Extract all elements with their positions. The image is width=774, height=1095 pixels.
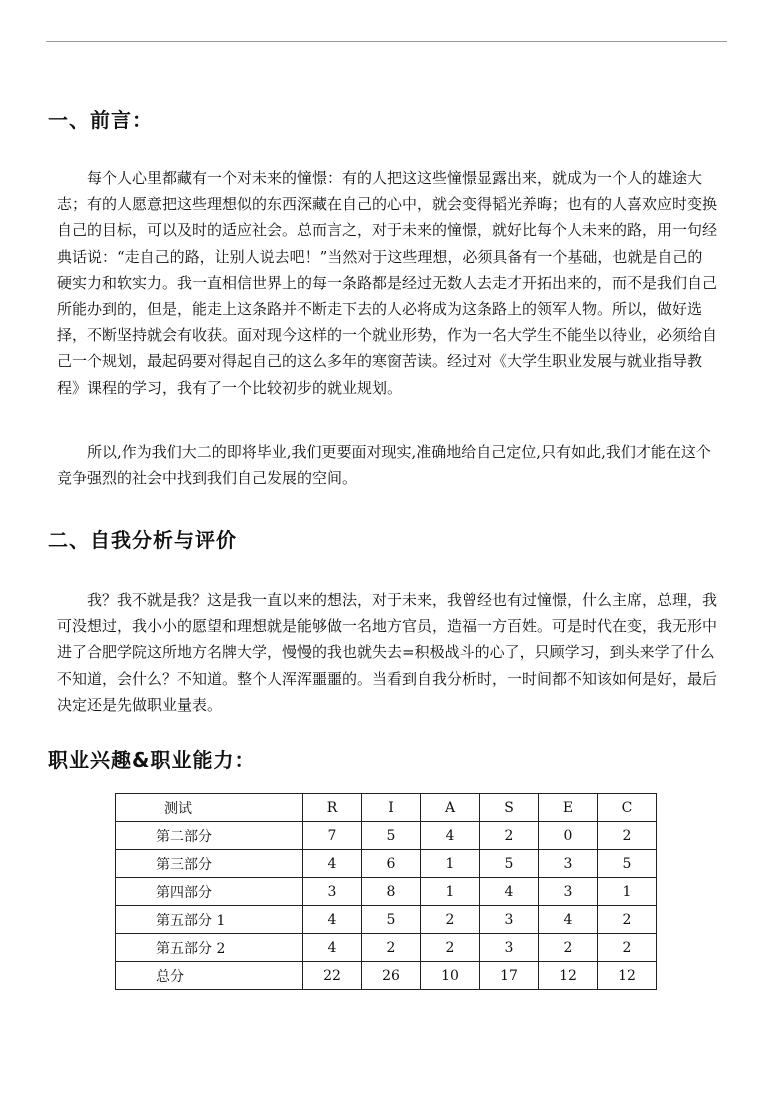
table-cell: 1 [421, 850, 480, 878]
table-cell: 4 [480, 878, 539, 906]
table-header-row [116, 794, 657, 822]
preface-paragraph-2: 所以,作为我们大二的即将毕业,我们更要面对现实,准确地给自己定位,只有如此,我们才能在这个竞争强烈的社会中找到我们自己发展的空间。 [57, 443, 711, 488]
table-row [116, 878, 657, 906]
interest-ability-heading: 职业兴趣&职业能力： [48, 748, 256, 772]
table-cell: 3 [539, 850, 598, 878]
table-row [116, 850, 657, 878]
table-cell: 7 [303, 822, 362, 850]
table-cell: 2 [362, 934, 421, 962]
table-cell: 2 [421, 906, 480, 934]
table-cell: 1 [421, 878, 480, 906]
table-cell: 2 [598, 934, 657, 962]
table-cell: 3 [303, 878, 362, 906]
table-cell: 4 [421, 822, 480, 850]
table-cell: 3 [480, 906, 539, 934]
table-cell: 2 [598, 906, 657, 934]
table-cell: 12 [598, 962, 657, 990]
riasec-score-table [115, 793, 657, 990]
header-rule [46, 41, 727, 42]
table-cell: 6 [362, 850, 421, 878]
table-header-cell: I [362, 794, 421, 822]
table-header-cell: E [539, 794, 598, 822]
table-header-cell: C [598, 794, 657, 822]
table-cell: 3 [480, 934, 539, 962]
preface-paragraph-1: 每个人心里都藏有一个对未来的憧憬：有的人把这这些憧憬显露出来，就成为一个人的雄途大志；有的人愿意把这些理想似的东西深藏在自己的心中，就会变得韬光养晦；也有的人喜欢应时变换自己的目标，可以及时的适应社会。总而言之，对于未来的憧憬，就好比每个人未来的路，用一句经典话说：“走自己的路，让别人说去吧！”当然对于这些理想，必须具备有一个基础，也就是自己的硬实力和软实力。我一直相信世界上的每一条路都是经过无数人去走才开拓出来的，而不是我们自己所能办到的，但是，能走上这条路并不断走下去的人必将成为这条路上的领军人物。所以，做好选择，不断坚持就会有收获。面对现今这样的一个就业形势，作为一名大学生不能坐以待业，必须给自己一个规划，最起码要对得起自己的这么多年的寒窗苦读。经过对《大学生职业发展与就业指导教程》课程的学习，我有了一个比较初步的就业规划。 [57, 169, 718, 397]
table-header-cell: R [303, 794, 362, 822]
table-cell: 12 [539, 962, 598, 990]
table-cell: 第四部分 [116, 878, 303, 906]
table-cell: 17 [480, 962, 539, 990]
table-cell: 5 [362, 822, 421, 850]
table-cell: 总分 [116, 962, 303, 990]
table-cell: 4 [303, 850, 362, 878]
table-cell: 5 [362, 906, 421, 934]
table-row [116, 822, 657, 850]
table-cell: 1 [598, 878, 657, 906]
table-total-row [116, 962, 657, 990]
table-cell: 4 [539, 906, 598, 934]
table-cell: 10 [421, 962, 480, 990]
table-cell: 5 [480, 850, 539, 878]
table-cell: 2 [480, 822, 539, 850]
table-cell: 2 [539, 934, 598, 962]
table-cell: 26 [362, 962, 421, 990]
table-cell: 3 [539, 878, 598, 906]
table-header-cell: 测试 [116, 794, 303, 822]
table-cell: 4 [303, 934, 362, 962]
table-cell: 第三部分 [116, 850, 303, 878]
table-cell: 5 [598, 850, 657, 878]
table-cell: 2 [598, 822, 657, 850]
table-cell: 4 [303, 906, 362, 934]
table-cell: 0 [539, 822, 598, 850]
table-cell: 2 [421, 934, 480, 962]
table-row [116, 906, 657, 934]
table-row [116, 934, 657, 962]
self-analysis-heading: 二、自我分析与评价 [48, 528, 237, 552]
table-header-cell: S [480, 794, 539, 822]
preface-heading: 一、前言： [48, 108, 153, 132]
table-header-cell: A [421, 794, 480, 822]
self-analysis-paragraph: 我？我不就是我？这是我一直以来的想法，对于未来，我曾经也有过憧憬，什么主席，总理，我可没想过，我小小的愿望和理想就是能够做一名地方官员，造福一方百姓。可是时代在变，我无形中进了合肥学院这所地方名牌大学，慢慢的我也就失去=积极战斗的心了，只顾学习，到头来学了什么不知道，会什么？不知道。整个人浑浑噩噩的。当看到自我分析时，一时间都不知该如何是好，最后决定还是先做职业量表。 [57, 591, 718, 714]
table-cell: 8 [362, 878, 421, 906]
table-cell: 第五部分 1 [116, 906, 303, 934]
table-cell: 22 [303, 962, 362, 990]
table-cell: 第二部分 [116, 822, 303, 850]
table-cell: 第五部分 2 [116, 934, 303, 962]
